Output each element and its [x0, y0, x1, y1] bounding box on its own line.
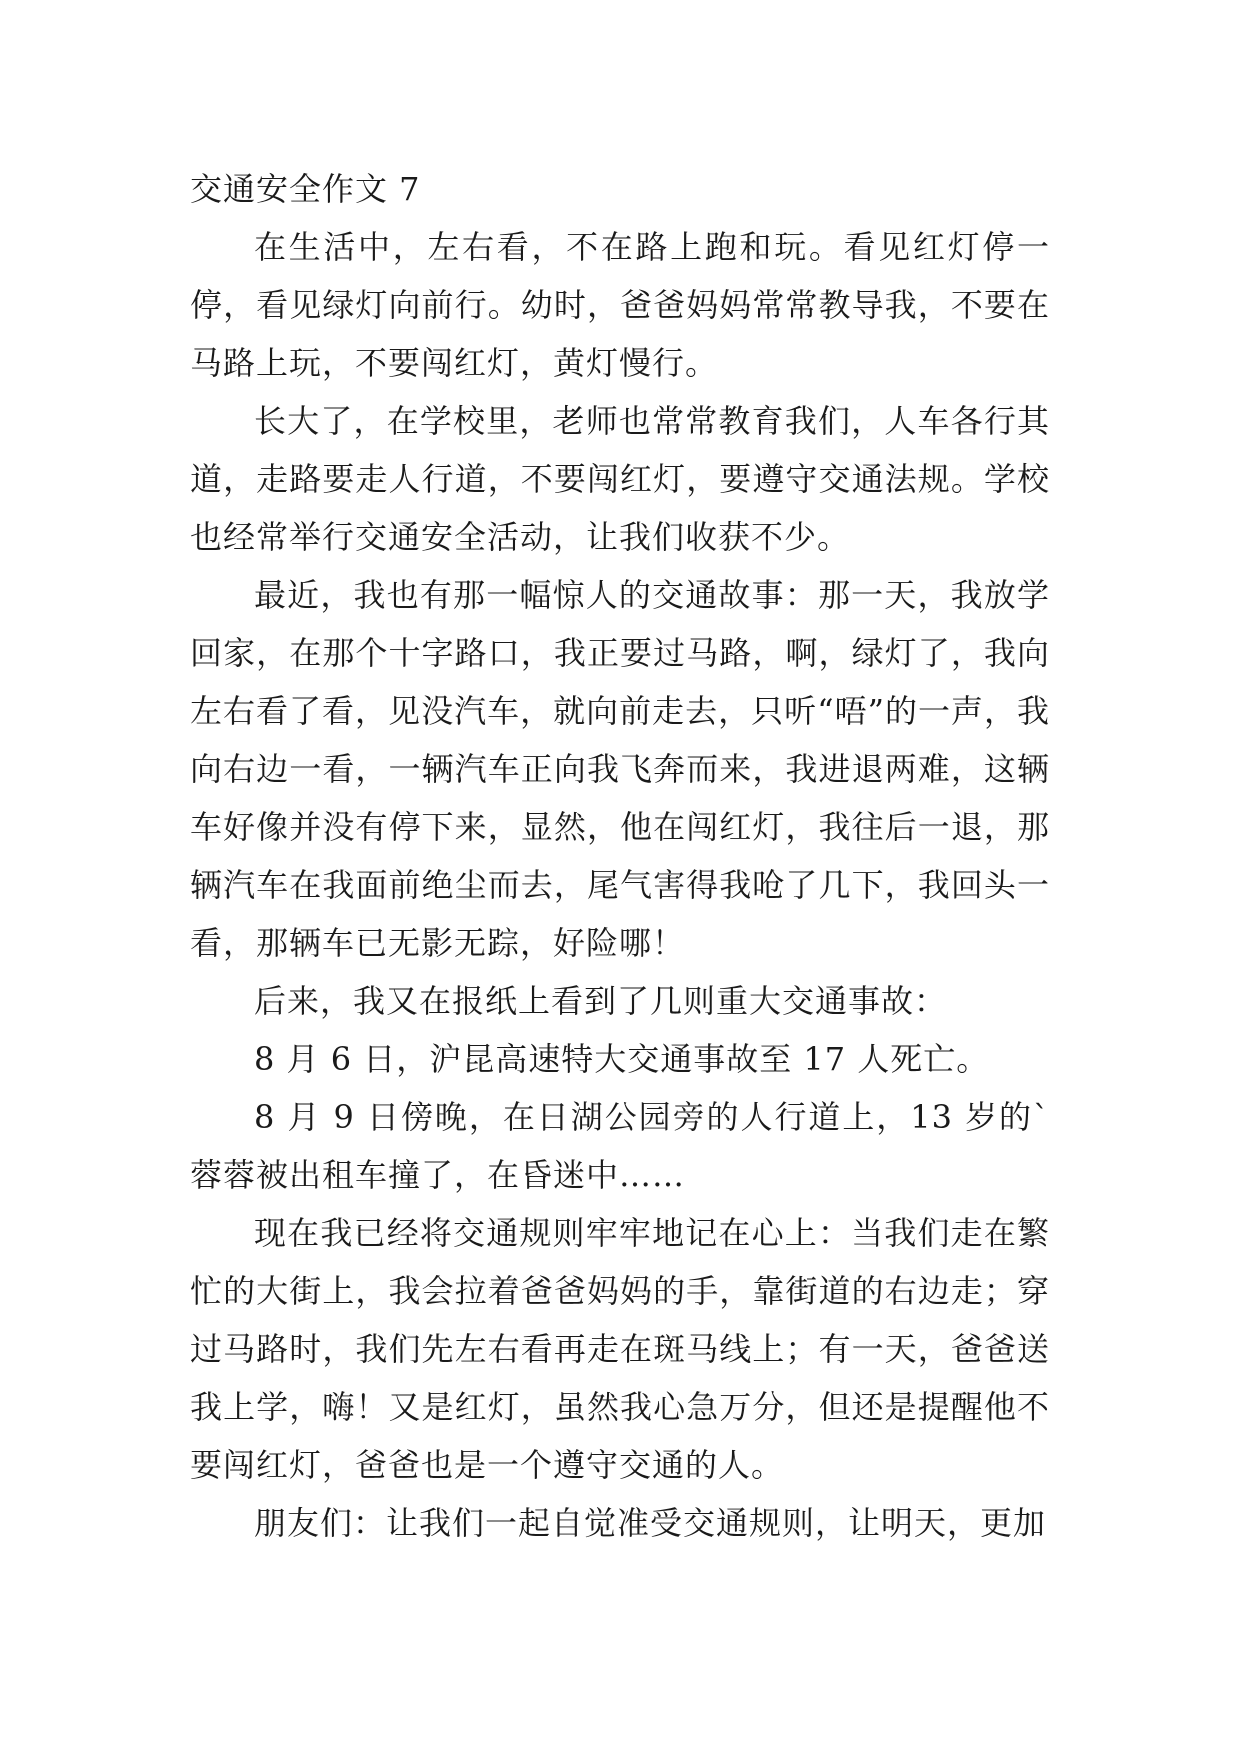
paragraph: 8 月 6 日，沪昆高速特大交通事故至 17 人死亡。: [254, 1040, 990, 1078]
document-page: [190, 160, 1050, 1552]
paragraph: 最近，我也有那一幅惊人的交通故事：那一天，我放学回家，在那个十字路口，我正要过马路，啊，绿灯了，我向左右看了看，见没汽车，就向前走去，只听“唔”的一声，我向右边一看，一辆汽车正向我飞奔而来，我进退两难，这辆车好像并没有停下来，显然，他在闯红灯，我往后一退，那辆汽车在我面前绝尘而去，尾气害得我呛了几下，我回头一看，那辆车已无影无踪，好险哪！: [190, 576, 1050, 962]
paragraph: 8 月 9 日傍晚，在日湖公园旁的人行道上，13 岁的`蓉蓉被出租车撞了，在昏迷中……: [190, 1098, 1050, 1194]
paragraph: 现在我已经将交通规则牢牢地记在心上：当我们走在繁忙的大街上，我会拉着爸爸妈妈的手，靠街道的右边走；穿过马路时，我们先左右看再走在斑马线上；有一天，爸爸送我上学，嗨！又是红灯，虽然我心急万分，但还是提醒他不要闯红灯，爸爸也是一个遵守交通的人。: [190, 1214, 1050, 1484]
document-title: 交通安全作文 7: [190, 170, 421, 208]
paragraph: 朋友们：让我们一起自觉准受交通规则，让明天，更加: [254, 1504, 1047, 1542]
paragraph: 后来，我又在报纸上看到了几则重大交通事故：: [254, 982, 948, 1020]
paragraph: 在生活中，左右看，不在路上跑和玩。看见红灯停一停，看见绿灯向前行。幼时，爸爸妈妈常常教导我，不要在马路上玩，不要闯红灯，黄灯慢行。: [190, 228, 1050, 382]
paragraph: 长大了，在学校里，老师也常常教育我们，人车各行其道，走路要走人行道，不要闯红灯，要遵守交通法规。学校也经常举行交通安全活动，让我们收获不少。: [190, 402, 1050, 556]
